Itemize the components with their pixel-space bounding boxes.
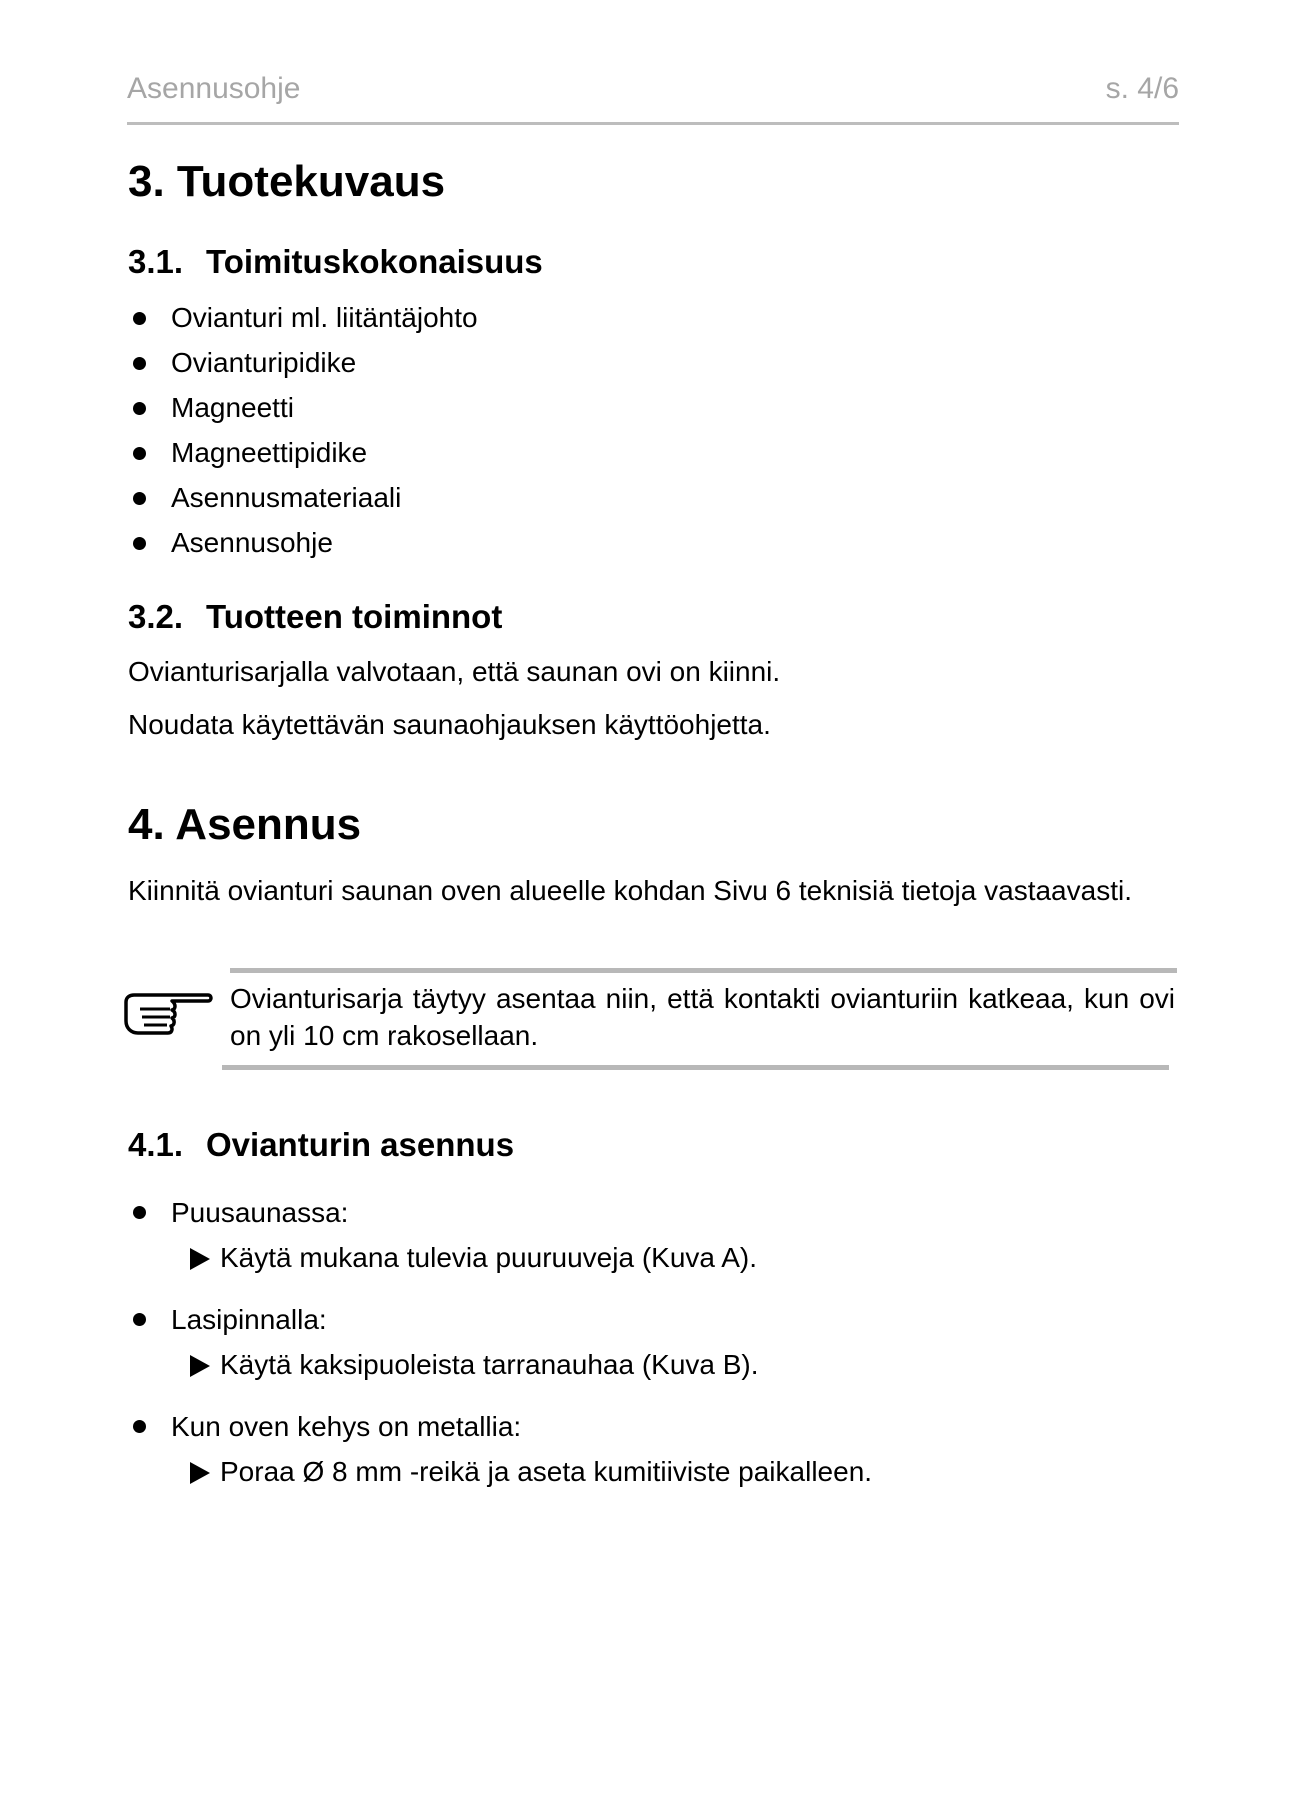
section-4-heading: 4. Asennus [128,800,362,849]
section-4-1-title: Ovianturin asennus [206,1126,515,1163]
section-3-2-title: Tuotteen toiminnot [206,598,503,635]
pointing-hand-icon [122,988,214,1038]
bullet-icon [133,357,146,370]
note-divider-top [230,968,1177,973]
arrow-right-icon [190,1355,210,1377]
note-divider-bottom [222,1065,1169,1070]
instructions-paragraph: Noudata käytettävän saunaohjauksen käyttöohjetta. [128,709,771,740]
installation-intro: Kiinnitä ovianturi saunan oven alueelle kohdan Sivu 6 teknisiä tietoja vastaavasti. [128,875,1132,906]
instruction-step: Käytä kaksipuoleista tarranauhaa (Kuva B). [190,1342,759,1387]
bullet-icon [133,492,146,505]
section-3-2-heading [128,600,502,633]
instruction-step: Poraa Ø 8 mm -reikä ja aseta kumitiiviste paikalleen. [190,1449,872,1494]
section-4-1-number: 4.1. [128,1126,184,1163]
section-3-heading: 3. Tuotekuvaus [128,157,446,206]
instruction-step: Käytä mukana tulevia puuruuveja (Kuva A). [190,1235,757,1280]
section-3-2-number: 3.2. [128,598,184,635]
bullet-icon [133,312,146,325]
section-3-1-heading [128,245,543,278]
function-paragraph: Ovianturisarjalla valvotaan, että saunan ovi on kiinni. [128,656,781,687]
note-box [222,968,1177,1068]
page-header [127,72,1179,125]
arrow-right-icon [190,1462,210,1484]
section-4-1-heading [128,1128,514,1161]
page-number: s. 4/6 [1105,72,1179,105]
bullet-icon [133,1420,146,1433]
arrow-right-icon [190,1248,210,1270]
document-title: Asennusohje [127,72,301,105]
bullet-icon [133,537,146,550]
section-3-1-title: Toimituskokonaisuus [206,243,543,280]
bullet-icon [133,1206,146,1219]
note-text: Ovianturisarja täytyy asentaa niin, että kontakti ovianturiin katkeaa, kun ovi on yli 10 cm rakosellaan. [230,983,1175,1051]
bullet-icon [133,1313,146,1326]
bullet-icon [133,447,146,460]
bullet-icon [133,402,146,415]
section-3-1-number: 3.1. [128,243,184,280]
